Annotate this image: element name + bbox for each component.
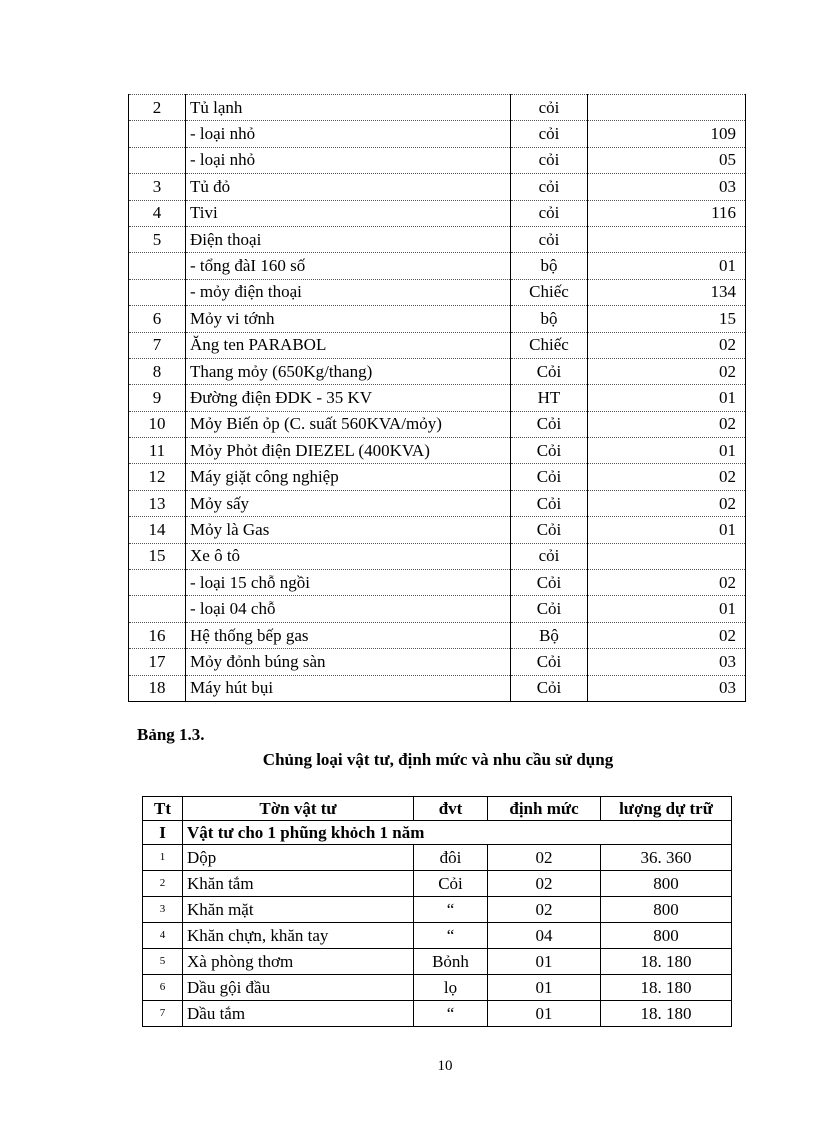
table-row: [129, 147, 746, 173]
section-row: [143, 821, 732, 845]
supply-reserve: 18. 180: [601, 975, 732, 1001]
row-number: 3: [129, 174, 186, 200]
table-row: [143, 949, 732, 975]
item-name: Mỏy Phỏt điện DIEZEL (400KVA): [186, 438, 511, 464]
table-row: [129, 253, 746, 279]
item-unit: Chiếc: [511, 332, 588, 358]
row-number: [129, 147, 186, 173]
item-name: Mỏy đỏnh búng sàn: [186, 649, 511, 675]
supply-norm: 01: [488, 949, 601, 975]
item-quantity: 01: [588, 596, 746, 622]
supply-reserve: 18. 180: [601, 949, 732, 975]
item-name: Mỏy là Gas: [186, 517, 511, 543]
supply-unit: “: [414, 923, 488, 949]
table-row: [129, 306, 746, 332]
supply-norm: 01: [488, 975, 601, 1001]
table-row: [129, 490, 746, 516]
table-row: [129, 95, 746, 121]
row-number: 1: [143, 845, 183, 871]
row-number: [129, 596, 186, 622]
item-quantity: 02: [588, 358, 746, 384]
row-number: 12: [129, 464, 186, 490]
row-number: 6: [129, 306, 186, 332]
item-quantity: 02: [588, 464, 746, 490]
item-name: - mỏy điện thoại: [186, 279, 511, 305]
table-row: [129, 121, 746, 147]
row-number: [129, 253, 186, 279]
row-number: 17: [129, 649, 186, 675]
table-row: [129, 279, 746, 305]
item-name: Mỏy sấy: [186, 490, 511, 516]
item-name: Điện thoại: [186, 226, 511, 252]
supplies-table: [142, 796, 732, 1027]
row-number: [129, 570, 186, 596]
supply-name: Dầu gội đầu: [183, 975, 414, 1001]
item-quantity: 02: [588, 622, 746, 648]
row-number: [129, 279, 186, 305]
item-quantity: 01: [588, 385, 746, 411]
item-name: Máy giặt công nghiệp: [186, 464, 511, 490]
item-quantity: 03: [588, 174, 746, 200]
item-quantity: [588, 226, 746, 252]
item-unit: bộ: [511, 306, 588, 332]
table-row: [129, 517, 746, 543]
row-number: 9: [129, 385, 186, 411]
item-unit: Cỏi: [511, 570, 588, 596]
table-row: [129, 226, 746, 252]
item-unit: Cỏi: [511, 649, 588, 675]
item-name: Ăng ten PARABOL: [186, 332, 511, 358]
item-unit: Cỏi: [511, 438, 588, 464]
item-quantity: 01: [588, 438, 746, 464]
row-number: 8: [129, 358, 186, 384]
table-row: [129, 385, 746, 411]
row-number: 7: [129, 332, 186, 358]
row-number: 5: [129, 226, 186, 252]
item-quantity: 109: [588, 121, 746, 147]
item-name: - loại 15 chỗ ngồi: [186, 570, 511, 596]
row-number: [129, 121, 186, 147]
item-unit: Cỏi: [511, 490, 588, 516]
supply-norm: 02: [488, 871, 601, 897]
table-row: [143, 871, 732, 897]
row-number: 7: [143, 1001, 183, 1027]
item-name: - loại 04 chỗ: [186, 596, 511, 622]
item-unit: Cỏi: [511, 411, 588, 437]
row-number: 2: [143, 871, 183, 897]
item-unit: cỏi: [511, 174, 588, 200]
row-number: 16: [129, 622, 186, 648]
supply-name: Khăn mặt: [183, 897, 414, 923]
supply-reserve: 18. 180: [601, 1001, 732, 1027]
item-unit: Cỏi: [511, 358, 588, 384]
item-name: Tivi: [186, 200, 511, 226]
supply-unit: đôi: [414, 845, 488, 871]
item-quantity: 134: [588, 279, 746, 305]
item-name: Thang mỏy (650Kg/thang): [186, 358, 511, 384]
item-name: - loại nhỏ: [186, 121, 511, 147]
item-unit: cỏi: [511, 147, 588, 173]
supply-norm: 04: [488, 923, 601, 949]
item-unit: cỏi: [511, 543, 588, 569]
table-row: [143, 975, 732, 1001]
supply-reserve: 800: [601, 923, 732, 949]
item-name: Tủ lạnh: [186, 95, 511, 121]
table-row: [129, 438, 746, 464]
section-name: Vật tư cho 1 phũng khỏch 1 năm: [183, 821, 732, 845]
table-row: [129, 464, 746, 490]
table-row: [129, 675, 746, 701]
supply-reserve: 800: [601, 897, 732, 923]
table-row: [129, 622, 746, 648]
supply-unit: lọ: [414, 975, 488, 1001]
header-norm: định mức: [488, 797, 601, 821]
header-name: Tờn vật tư: [183, 797, 414, 821]
item-name: Hệ thống bếp gas: [186, 622, 511, 648]
supply-unit: Cỏi: [414, 871, 488, 897]
item-quantity: [588, 95, 746, 121]
item-name: - loại nhỏ: [186, 147, 511, 173]
table-row: [143, 1001, 732, 1027]
item-name: - tổng đàI 160 số: [186, 253, 511, 279]
supply-unit: Bỏnh: [414, 949, 488, 975]
row-number: 13: [129, 490, 186, 516]
table-row: [129, 358, 746, 384]
supply-norm: 01: [488, 1001, 601, 1027]
table-row: [143, 897, 732, 923]
row-number: 18: [129, 675, 186, 701]
item-quantity: 05: [588, 147, 746, 173]
supply-norm: 02: [488, 897, 601, 923]
table-row: [129, 200, 746, 226]
table-row: [129, 411, 746, 437]
supply-name: Dầu tắm: [183, 1001, 414, 1027]
table-row: [129, 332, 746, 358]
item-unit: Chiếc: [511, 279, 588, 305]
item-unit: cỏi: [511, 95, 588, 121]
item-quantity: [588, 543, 746, 569]
item-name: Xe ô tô: [186, 543, 511, 569]
item-quantity: 01: [588, 517, 746, 543]
row-number: 15: [129, 543, 186, 569]
supply-reserve: 800: [601, 871, 732, 897]
item-quantity: 02: [588, 490, 746, 516]
item-name: Mỏy vi tớnh: [186, 306, 511, 332]
item-unit: Bộ: [511, 622, 588, 648]
supply-reserve: 36. 360: [601, 845, 732, 871]
table-row: [129, 543, 746, 569]
row-number: 14: [129, 517, 186, 543]
item-unit: Cỏi: [511, 517, 588, 543]
item-unit: HT: [511, 385, 588, 411]
table-row: [143, 845, 732, 871]
item-unit: Cỏi: [511, 675, 588, 701]
page-number: 10: [437, 1058, 453, 1074]
supply-norm: 02: [488, 845, 601, 871]
supply-unit: “: [414, 1001, 488, 1027]
item-unit: cỏi: [511, 226, 588, 252]
row-number: 4: [129, 200, 186, 226]
table-row: [129, 649, 746, 675]
item-quantity: 03: [588, 675, 746, 701]
table-row: [143, 923, 732, 949]
table-title: Chủng loại vật tư, định mức và nhu cầu sử dụng: [262, 750, 614, 769]
row-number: 11: [129, 438, 186, 464]
supply-name: Khăn tắm: [183, 871, 414, 897]
supply-unit: “: [414, 897, 488, 923]
item-quantity: 02: [588, 411, 746, 437]
item-unit: cỏi: [511, 121, 588, 147]
item-quantity: 116: [588, 200, 746, 226]
item-name: Máy hút bụi: [186, 675, 511, 701]
item-quantity: 01: [588, 253, 746, 279]
header-reserve: lượng dự trữ: [601, 797, 732, 821]
item-quantity: 02: [588, 570, 746, 596]
item-quantity: 02: [588, 332, 746, 358]
table-row: [129, 596, 746, 622]
table-caption: Bảng 1.3.: [137, 725, 205, 744]
header-tt: Tt: [143, 797, 183, 821]
header-row: [143, 797, 732, 821]
item-name: Tủ đỏ: [186, 174, 511, 200]
section-number: I: [143, 821, 183, 845]
item-unit: cỏi: [511, 200, 588, 226]
header-unit: đvt: [414, 797, 488, 821]
supply-name: Xà phòng thơm: [183, 949, 414, 975]
table-row: [129, 570, 746, 596]
row-number: 2: [129, 95, 186, 121]
item-quantity: 03: [588, 649, 746, 675]
row-number: 4: [143, 923, 183, 949]
item-unit: bộ: [511, 253, 588, 279]
row-number: 10: [129, 411, 186, 437]
table-row: [129, 174, 746, 200]
supply-name: Khăn chựn, khăn tay: [183, 923, 414, 949]
row-number: 6: [143, 975, 183, 1001]
equipment-table: [128, 94, 746, 702]
item-name: Mỏy Biến ỏp (C. suất 560KVA/mỏy): [186, 411, 511, 437]
item-name: Đường điện ĐDK - 35 KV: [186, 385, 511, 411]
row-number: 5: [143, 949, 183, 975]
row-number: 3: [143, 897, 183, 923]
item-unit: Cỏi: [511, 596, 588, 622]
item-quantity: 15: [588, 306, 746, 332]
supply-name: Dộp: [183, 845, 414, 871]
item-unit: Cỏi: [511, 464, 588, 490]
